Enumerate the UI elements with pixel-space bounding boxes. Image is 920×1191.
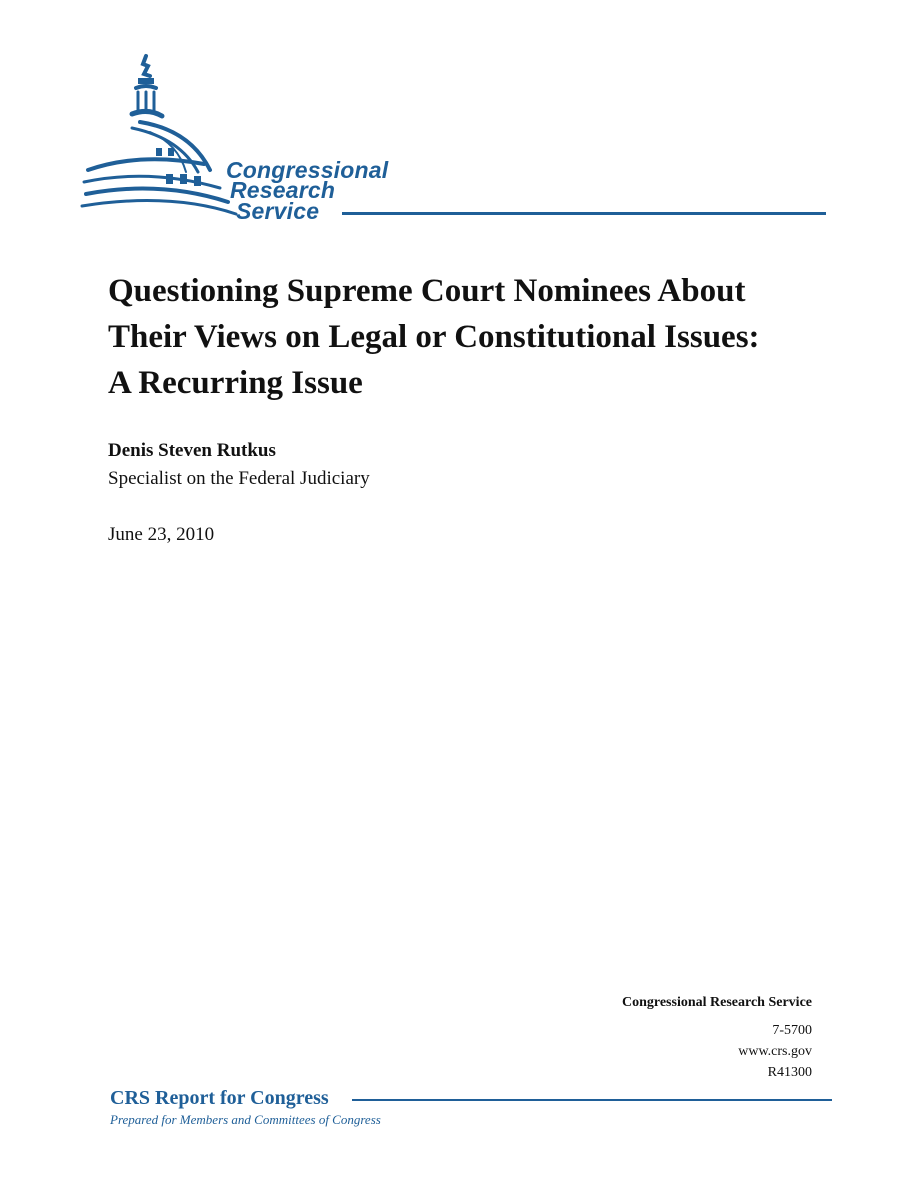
author-name: Denis Steven Rutkus xyxy=(108,440,276,461)
footer-rule xyxy=(352,1099,832,1101)
crs-logo xyxy=(80,52,840,232)
crs-info-block xyxy=(622,992,812,1083)
report-date: June 23, 2010 xyxy=(108,524,215,545)
crs-org-name: Congressional Research Service xyxy=(621,995,812,1010)
crs-phone: 7-5700 xyxy=(772,1023,812,1038)
footer-title: CRS Report for Congress xyxy=(110,1087,329,1109)
footer-subtitle: Prepared for Members and Committees of Congress xyxy=(110,1112,381,1127)
crs-report-number: R41300 xyxy=(767,1065,812,1080)
logo-text-service: Service xyxy=(236,198,320,224)
logo-text-congressional: Congressional xyxy=(226,157,389,183)
author-role: Specialist on the Federal Judiciary xyxy=(108,468,370,489)
crs-website: www.crs.gov xyxy=(738,1044,812,1059)
report-title xyxy=(108,268,848,406)
title-line-3: A Recurring Issue xyxy=(108,365,363,401)
title-line-2: Their Views on Legal or Constitutional Issues: xyxy=(108,319,760,355)
logo-rule xyxy=(342,212,826,215)
logo-text-research: Research xyxy=(230,177,336,203)
title-line-1: Questioning Supreme Court Nominees About xyxy=(108,273,746,309)
